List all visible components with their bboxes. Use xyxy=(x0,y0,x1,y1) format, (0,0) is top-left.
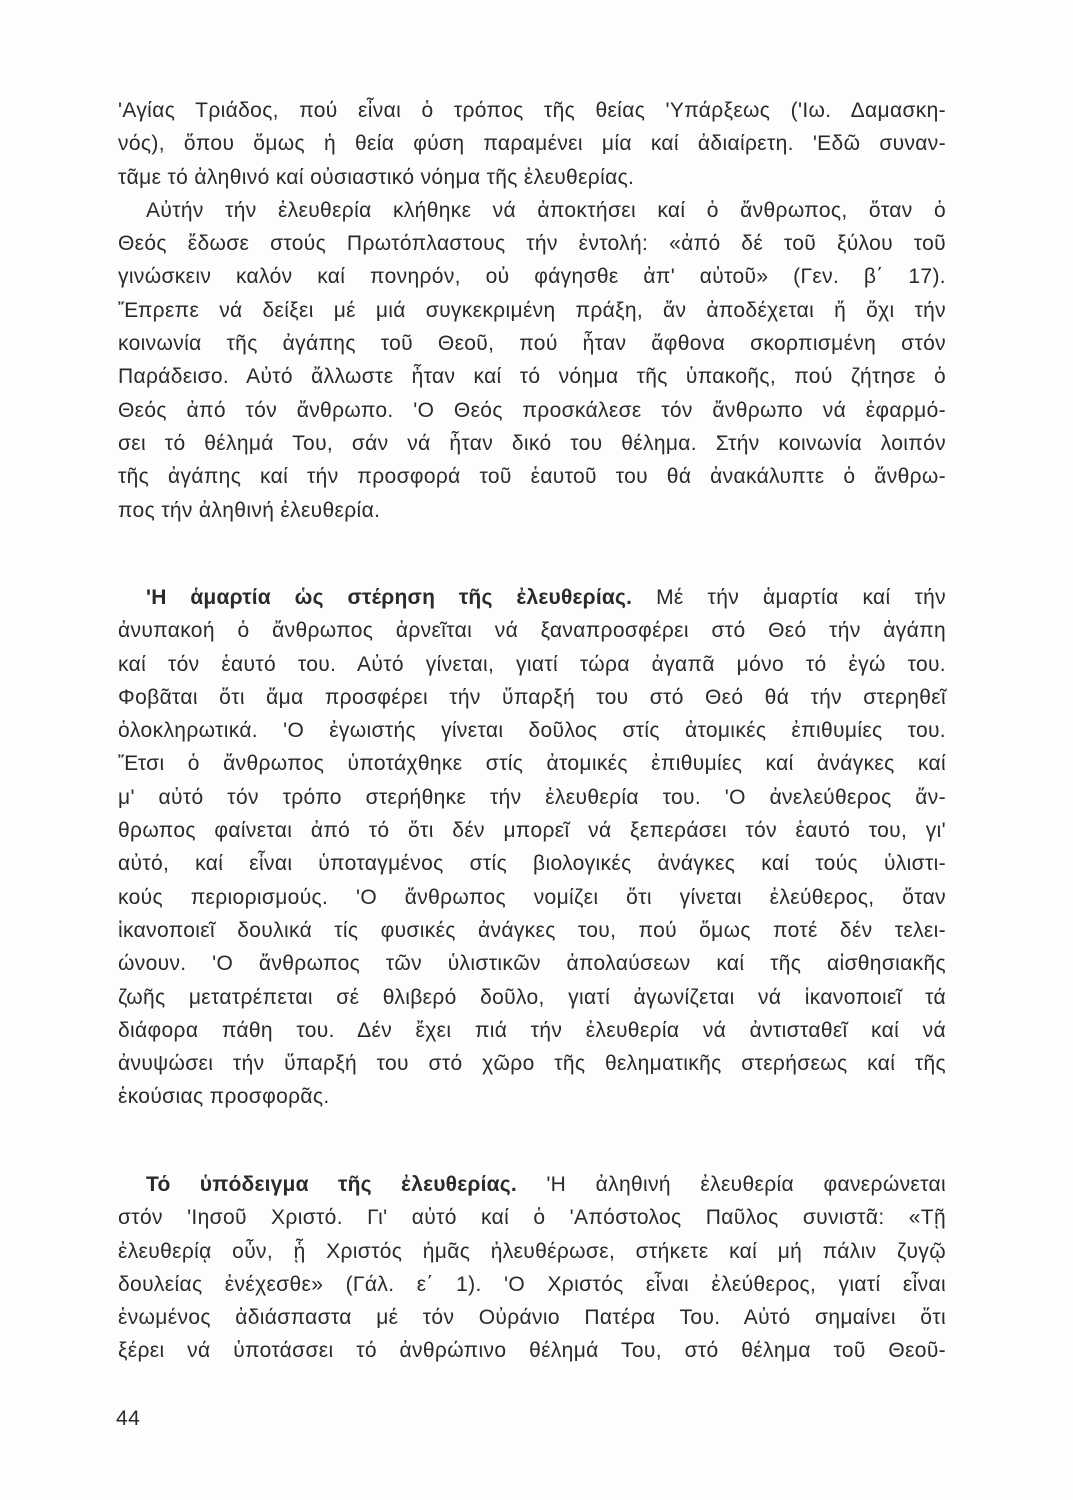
text-line: καί τόν ἑαυτό του. Αὐτό γίνεται, γιατί τώρα ἀγαπᾶ μόνο τό ἐγώ του. xyxy=(118,652,946,676)
text-line: Ἔπρεπε νά δείξει μέ μιά συγκεκριμένη πράξη, ἄν ἀποδέχεται ἤ ὄχι τήν xyxy=(118,298,946,322)
text-line: κούς περιορισμούς. 'Ο ἄνθρωπος νομίζει ὅτι γίνεται ἐλεύθερος, ὅταν xyxy=(118,885,946,909)
text-line xyxy=(118,1168,946,1201)
text-line: ἀνυπακοή ὁ ἄνθρωπος ἀρνεῖται νά ξαναπροσφέρει στό Θεό τήν ἀγάπη xyxy=(118,619,946,643)
paragraph-sin-as-deprivation xyxy=(118,581,946,1114)
section-heading-sin: 'Η ἁμαρτία ὡς στέρηση τῆς ἐλευθερίας. xyxy=(146,586,633,609)
text-line: αὐτό, καί εἶναι ὑποταγμένος στίς βιολογικές ἀνάγκες καί τούς ὑλιστι- xyxy=(118,852,946,876)
text-line: στόν 'Ιησοῦ Χριστό. Γι' αὐτό καί ὁ 'Απόστολος Παῦλος συνιστᾶ: «Τῇ xyxy=(118,1206,946,1230)
text-line: νός), ὅπου ὅμως ἡ θεία φύση παραμένει μία καί ἀδιαίρετη. 'Εδῶ συναν- xyxy=(118,132,946,156)
text-line: γινώσκειν καλόν καί πονηρόν, οὐ φάγησθε ἀπ' αὐτοῦ» (Γεν. β΄ 17). xyxy=(118,265,946,289)
text-line: σει τό θέλημά Του, σάν νά ἦταν δικό του θέλημα. Στήν κοινωνία λοιπόν xyxy=(118,431,946,455)
text-line: ξέρει νά ὑποτάσσει τό ἀνθρώπινο θέλημά Του, στό θέλημα τοῦ Θεοῦ- xyxy=(118,1339,946,1363)
text-fragment: Μέ τήν ἁμαρτία καί τήν xyxy=(656,586,946,609)
paragraph-freedom-trinity xyxy=(118,94,946,527)
text-line: Ἔτσι ὁ ἄνθρωπος ὑποτάχθηκε στίς ἀτομικές ἐπιθυμίες καί ἀνάγκες καί xyxy=(118,752,946,776)
text-line: ζωῆς μετατρέπεται σέ θλιβερό δοῦλο, γιατί ἀγωνίζεται νά ἱκανοποιεῖ τά xyxy=(118,985,946,1009)
text-line: μ' αὐτό τόν τρόπο στερήθηκε τήν ἐλευθερία του. 'Ο ἀνελεύθερος ἄν- xyxy=(118,785,946,809)
text-line: ἑκούσιας προσφορᾶς. xyxy=(118,1085,330,1109)
text-line: Φοβᾶται ὅτι ἅμα προσφέρει τήν ὕπαρξή του στό Θεό θά τήν στερηθεῖ xyxy=(118,685,946,709)
text-line: τῆς ἀγάπης καί τήν προσφορά τοῦ ἑαυτοῦ του θά ἀνακάλυπτε ὁ ἄνθρω- xyxy=(118,465,946,489)
paragraph-example-of-freedom xyxy=(118,1168,946,1368)
text-line xyxy=(118,581,946,614)
text-line: κοινωνία τῆς ἀγάπης τοῦ Θεοῦ, πού ἦταν ἄφθονα σκορπισμένη στόν xyxy=(118,332,946,356)
text-line: ώνουν. 'Ο ἄνθρωπος τῶν ὑλιστικῶν ἀπολαύσεων καί τῆς αἰσθησιακῆς xyxy=(118,952,946,976)
text-line: Θεός ἀπό τόν ἄνθρωπο. 'Ο Θεός προσκάλεσε τόν ἄνθρωπο νά ἐφαρμό- xyxy=(118,398,946,422)
text-line: πος τήν ἀληθινή ἐλευθερία. xyxy=(118,498,381,522)
text-line: τᾶμε τό ἀληθινό καί οὐσιαστικό νόημα τῆς ἐλευθερίας. xyxy=(118,165,635,189)
text-line: δουλείας ἐνέχεσθε» (Γάλ. ε΄ 1). 'Ο Χριστός εἶναι ἐλεύθερος, γιατί εἶναι xyxy=(118,1272,946,1296)
text-line: Παράδεισο. Αὐτό ἄλλωστε ἦταν καί τό νόημα τῆς ὑπακοῆς, πού ζήτησε ὁ xyxy=(118,365,946,389)
text-line: Αὐτήν τήν ἐλευθερία κλήθηκε νά ἀποκτήσει καί ὁ ἄνθρωπος, ὅταν ὁ xyxy=(146,198,946,222)
text-line: Θεός ἔδωσε στούς Πρωτόπλαστους τήν ἐντολή: «ἀπό δέ τοῦ ξύλου τοῦ xyxy=(118,232,946,256)
text-line: 'Αγίας Τριάδος, πού εἶναι ὁ τρόπος τῆς θείας 'Υπάρξεως ('Ιω. Δαμασκη- xyxy=(118,99,946,122)
text-line: ὁλοκληρωτικά. 'Ο ἐγωιστής γίνεται δοῦλος στίς ἀτομικές ἐπιθυμίες του. xyxy=(118,719,946,743)
text-line: διάφορα πάθη του. Δέν ἔχει πιά τήν ἐλευθερία νά ἀντισταθεῖ καί νά xyxy=(118,1018,946,1042)
text-line: ἱκανοποιεῖ δουλικά τίς φυσικές ἀνάγκες του, πού ὅμως ποτέ δέν τελει- xyxy=(118,918,946,942)
page-number: 44 xyxy=(116,1407,141,1430)
text-line: ἐλευθερίᾳ οὖν, ᾗ Χριστός ἡμᾶς ἠλευθέρωσε, στήκετε καί μή πάλιν ζυγῷ xyxy=(118,1239,946,1263)
text-line: ἑνωμένος ἀδιάσπαστα μέ τόν Οὐράνιο Πατέρα Του. Αὐτό σημαίνει ὅτι xyxy=(118,1306,946,1330)
text-fragment: 'Η ἀληθινή ἐλευθερία φανερώνεται xyxy=(546,1173,946,1196)
section-heading-example: Τό ὑπόδειγμα τῆς ἐλευθερίας. xyxy=(146,1173,517,1196)
text-line: θρωπος φαίνεται ἀπό τό ὅτι δέν μπορεῖ νά ξεπεράσει τόν ἑαυτό του, γι' xyxy=(118,819,946,843)
text-line: ἀνυψώσει τήν ὕπαρξή του στό χῶρο τῆς θεληματικῆς στερήσεως καί τῆς xyxy=(118,1052,946,1076)
